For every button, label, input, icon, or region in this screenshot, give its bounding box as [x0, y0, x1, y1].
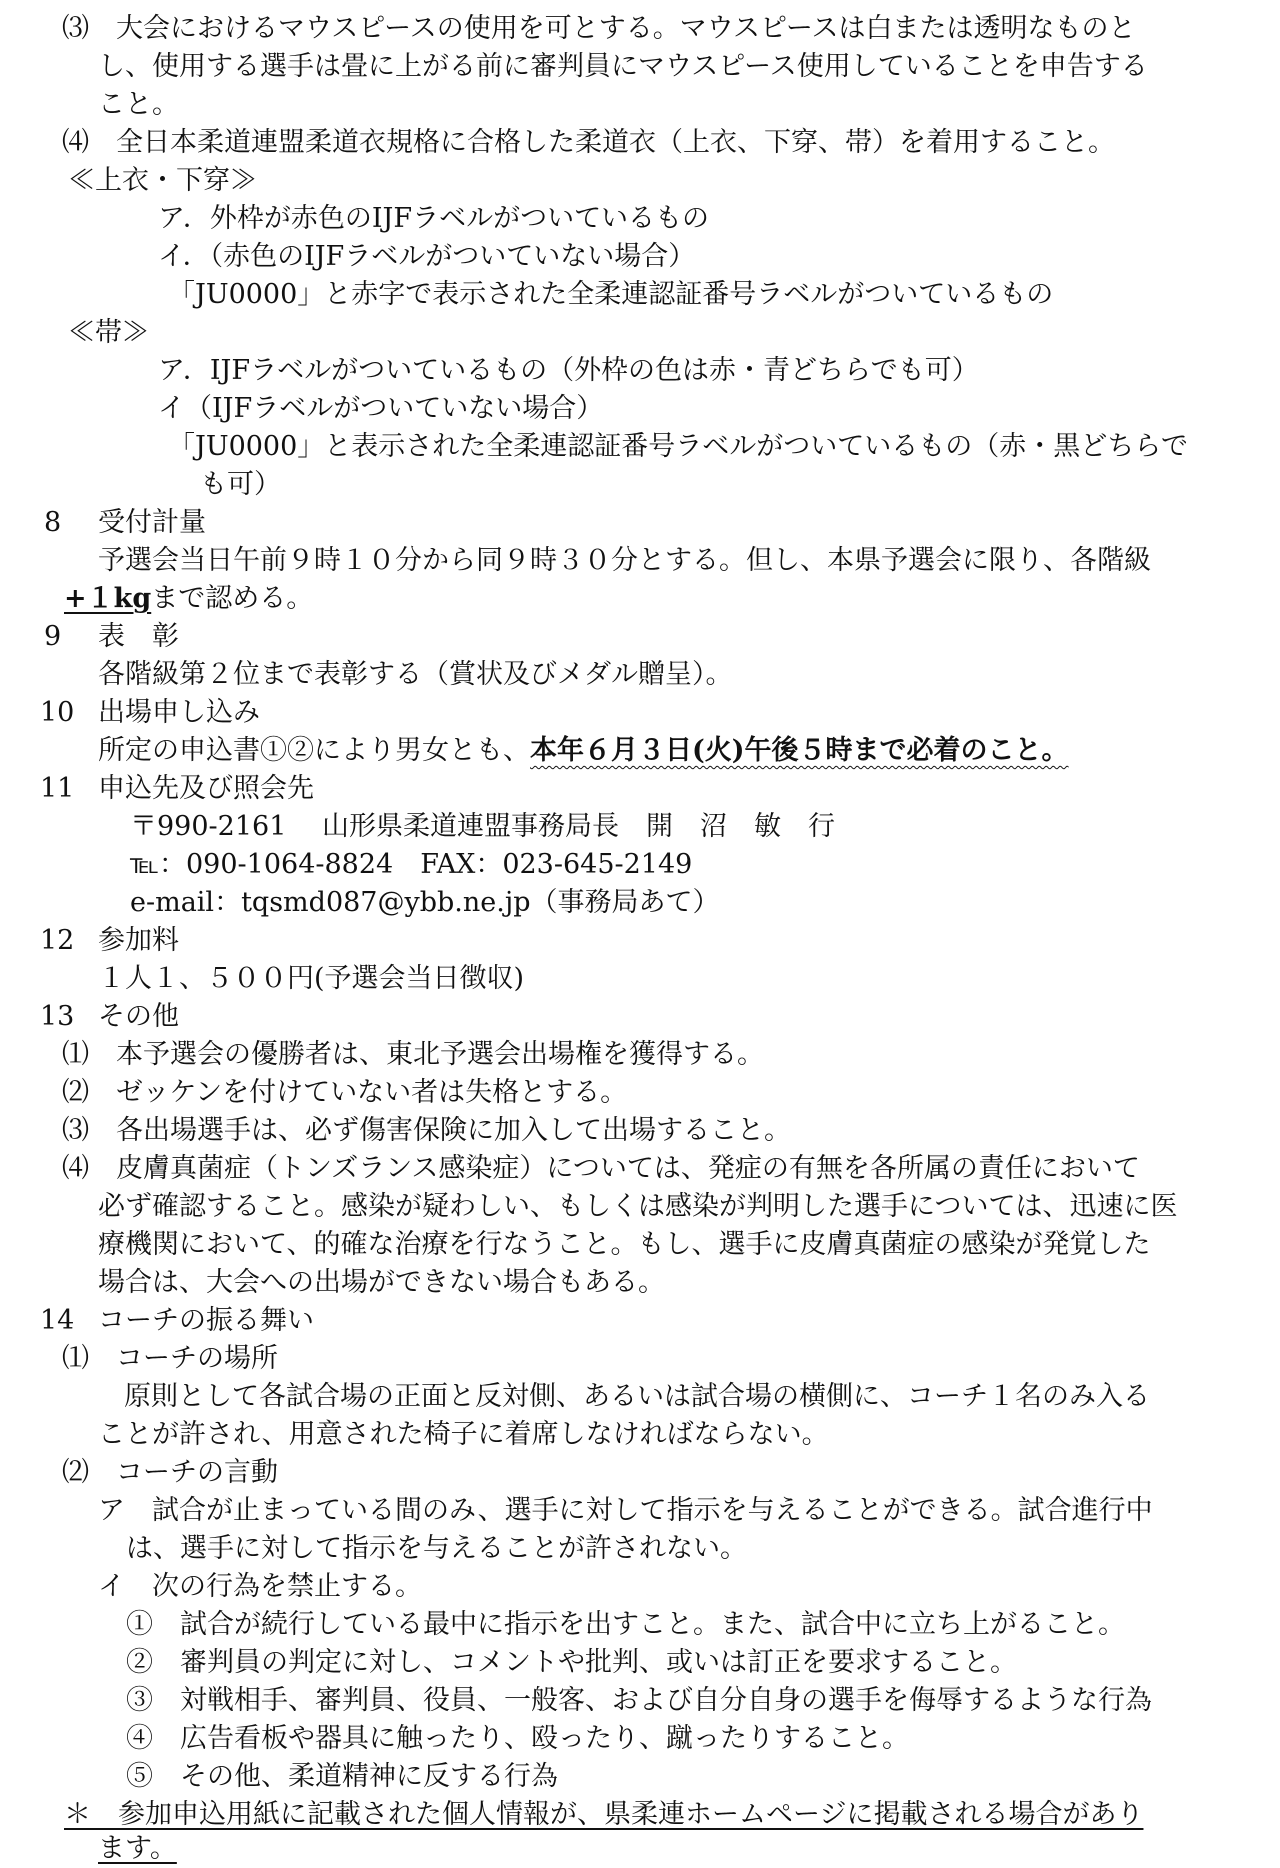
coach-conduct-a-line2: は、選手に対して指示を与えることが許されない。: [126, 1533, 747, 1564]
prohibited-item-2: ② 審判員の判定に対し、コメントや批判、或いは訂正を要求すること。: [126, 1647, 1017, 1678]
other-item-4-line4: 場合は、大会への出場ができない場合もある。: [98, 1267, 665, 1298]
section-13-heading: その他: [98, 1001, 179, 1032]
coach-place-text-line1: 原則として各試合場の正面と反対側、あるいは試合場の横側に、コーチ１名のみ入る: [124, 1381, 1150, 1412]
section-11-heading: 申込先及び照会先: [98, 773, 314, 804]
section-12-heading: 参加料: [98, 925, 179, 956]
other-item-2: ⑵ ゼッケンを付けていない者は失格とする。: [62, 1077, 628, 1108]
section-9-heading: 表 彰: [98, 621, 179, 652]
privacy-note-line2: ます。: [98, 1833, 177, 1864]
section-13-number: 13: [40, 1001, 75, 1032]
section-12-number: 12: [40, 925, 75, 956]
rule-4-judogi: ⑷ 全日本柔道連盟柔道衣規格に合格した柔道衣（上衣、下穿、帯）を着用すること。: [62, 127, 1115, 158]
weight-allowance: +１kg: [64, 583, 152, 614]
other-item-4-line3: 療機関において、的確な治療を行なうこと。もし、選手に皮膚真菌症の感染が発覚した: [98, 1229, 1151, 1260]
belt-item-i: イ（IJFラベルがついていない場合）: [158, 393, 604, 424]
weigh-in-text-line2: [64, 580, 313, 618]
weigh-in-text-line1: 予選会当日午前９時１０分から同９時３０分とする。但し、本県予選会に限り、各階級: [98, 545, 1151, 576]
prohibited-item-1: ① 試合が続行している最中に指示を出すこと。また、試合中に立ち上がること。: [126, 1609, 1125, 1640]
jacket-item-a: ア．外枠が赤色のIJFラベルがついているもの: [158, 203, 710, 234]
rule-3-mouthpiece-line3: こと。: [98, 89, 179, 120]
coach-place-heading: ⑴ コーチの場所: [62, 1343, 278, 1374]
coach-place-text-line2: ことが許され、用意された椅子に着席しなければならない。: [98, 1419, 829, 1450]
privacy-note-line1: ＊ 参加申込用紙に記載された個人情報が、県柔連ホームページに掲載される場合があり: [64, 1799, 1144, 1830]
section-11-number: 11: [40, 773, 75, 804]
other-item-4-line2: 必ず確認すること。感染が疑わしい、もしくは感染が判明した選手については、迅速に医: [98, 1191, 1178, 1222]
rule-3-mouthpiece-line1: ⑶ 大会におけるマウスピースの使用を可とする。マウスピースは白または透明なものと: [62, 13, 1136, 44]
contact-email: e-mail：tqsmd087@ybb.ne.jp（事務局あて）: [130, 887, 720, 918]
coach-conduct-a-line1: ア 試合が止まっている間のみ、選手に対して指示を与えることができる。試合進行中: [98, 1495, 1153, 1526]
section-14-number: 14: [40, 1305, 75, 1336]
jacket-item-i-detail: 「JU0000」と赤字で表示された全柔連認証番号ラベルがついているもの: [168, 279, 1054, 310]
awards-text: 各階級第２位まで表彰する（賞状及びメダル贈呈）。: [98, 659, 733, 690]
section-8-number: 8: [44, 507, 62, 538]
belt-item-a: ア．IJFラベルがついているもの（外枠の色は赤・青どちらでも可）: [158, 355, 979, 386]
other-item-1: ⑴ 本予選会の優勝者は、東北予選会出場権を獲得する。: [62, 1039, 764, 1070]
section-14-heading: コーチの振る舞い: [98, 1305, 314, 1336]
section-9-number: 9: [44, 621, 62, 652]
entry-text: [98, 732, 1069, 770]
contact-address: 〒990-2161 山形県柔道連盟事務局長 開 沼 敏 行: [130, 811, 835, 842]
section-10-heading: 出場申し込み: [98, 697, 260, 728]
entry-text-pre: 所定の申込書①②により男女とも、: [98, 735, 530, 766]
weigh-in-text-line2-rest: まで認める。: [151, 583, 314, 614]
belt-item-i-detail-line2: も可）: [200, 469, 281, 500]
jacket-item-i: イ．（赤色のIJFラベルがついていない場合）: [158, 241, 696, 272]
coach-conduct-heading: ⑵ コーチの言動: [62, 1457, 278, 1488]
section-10-number: 10: [40, 697, 75, 728]
prohibited-item-5: ⑤ その他、柔道精神に反する行為: [126, 1761, 558, 1792]
rule-3-mouthpiece-line2: し、使用する選手は畳に上がる前に審判員にマウスピース使用していることを申告する: [98, 51, 1148, 82]
prohibited-item-4: ④ 広告看板や器具に触ったり、殴ったり、蹴ったりすること。: [126, 1723, 909, 1754]
belt-heading: ≪帯≫: [68, 317, 149, 348]
other-item-3: ⑶ 各出場選手は、必ず傷害保険に加入して出場すること。: [62, 1115, 791, 1146]
fee-text: １人１、５００円(予選会当日徴収): [98, 963, 525, 994]
prohibited-item-3: ③ 対戦相手、審判員、役員、一般客、および自分自身の選手を侮辱するような行為: [126, 1685, 1152, 1716]
jacket-trousers-heading: ≪上衣・下穿≫: [68, 165, 257, 196]
coach-conduct-i: イ 次の行為を禁止する。: [98, 1571, 422, 1602]
belt-item-i-detail-line1: 「JU0000」と表示された全柔連認証番号ラベルがついているもの（赤・黒どちらで: [168, 431, 1189, 462]
other-item-4-line1: ⑷ 皮膚真菌症（トンズランス感染症）については、発症の有無を各所属の責任において: [62, 1153, 1140, 1184]
contact-phone-fax: ℡：090-1064-8824 FAX：023-645-2149: [130, 849, 693, 880]
entry-deadline: 本年６月３日(火)午後５時まで必着のこと。: [530, 735, 1069, 766]
section-8-heading: 受付計量: [98, 507, 206, 538]
